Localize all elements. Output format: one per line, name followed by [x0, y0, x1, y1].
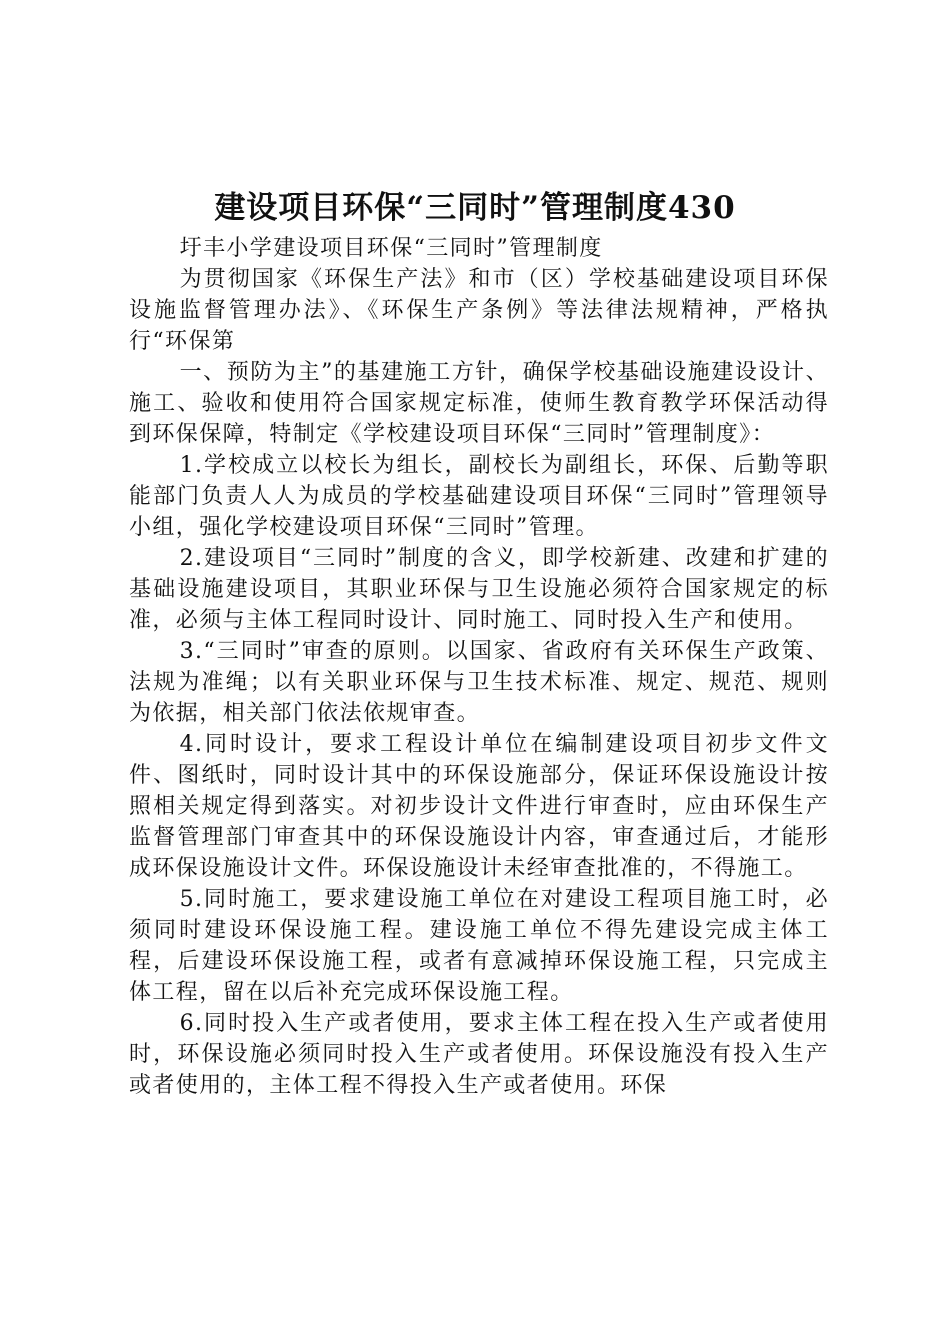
paragraph-subtitle: 圩丰小学建设项目环保“三同时”管理制度	[179, 236, 603, 261]
paragraph-item-5: 5.同时施工，要求建设施工单位在对建设工程项目施工时，必须同时建设环保设施工程。建设施工单位不得先建设完成主体工程，后建设环保设施工程，或者有意减掉环保设施工程，只完成主体工程，留在以后补充完成环保设施工程。	[129, 887, 829, 1005]
paragraph-item-2: 2.建设项目“三同时”制度的含义，即学校新建、改建和扩建的基础设施建设项目，其职业环保与卫生设施必须符合国家规定的标准，必须与主体工程同时设计、同时施工、同时投入生产和使用。	[129, 546, 829, 633]
paragraph-item-6: 6.同时投入生产或者使用，要求主体工程在投入生产或者使用时，环保设施必须同时投入生产或者使用。环保设施没有投入生产或者使用的，主体工程不得投入生产或者使用。环保	[129, 1011, 829, 1098]
paragraph-item-4: 4.同时设计，要求工程设计单位在编制建设项目初步文件文件、图纸时，同时设计其中的环保设施部分，保证环保设施设计按照相关规定得到落实。对初步设计文件进行审查时，应由环保生产监督管理部门审查其中的环保设施设计内容，审查通过后，才能形成环保设施设计文件。环保设施设计未经审查批准的，不得施工。	[129, 732, 829, 881]
document-body	[129, 233, 829, 1101]
paragraph-intro: 为贯彻国家《环保生产法》和市（区）学校基础建设项目环保设施监督管理办法》、《环保生产条例》等法律法规精神，严格执行“环保第	[129, 267, 829, 354]
paragraph-item-3: 3.“三同时”审查的原则。以国家、省政府有关环保生产政策、法规为准绳；以有关职业环保与卫生技术标准、规定、规范、规则为依据，相关部门依法依规审查。	[129, 639, 829, 726]
document-title: 建设项目环保“三同时”管理制度430	[214, 190, 736, 226]
paragraph-principle: 一、预防为主”的基建施工方针，确保学校基础设施建设设计、施工、验收和使用符合国家规定标准，使师生教育教学环保活动得到环保保障，特制定《学校建设项目环保“三同时”管理制度》：	[129, 360, 829, 447]
paragraph-item-1: 1.学校成立以校长为组长，副校长为副组长，环保、后勤等职能部门负责人人为成员的学校基础建设项目环保“三同时”管理领导小组，强化学校建设项目环保“三同时”管理。	[129, 453, 829, 540]
